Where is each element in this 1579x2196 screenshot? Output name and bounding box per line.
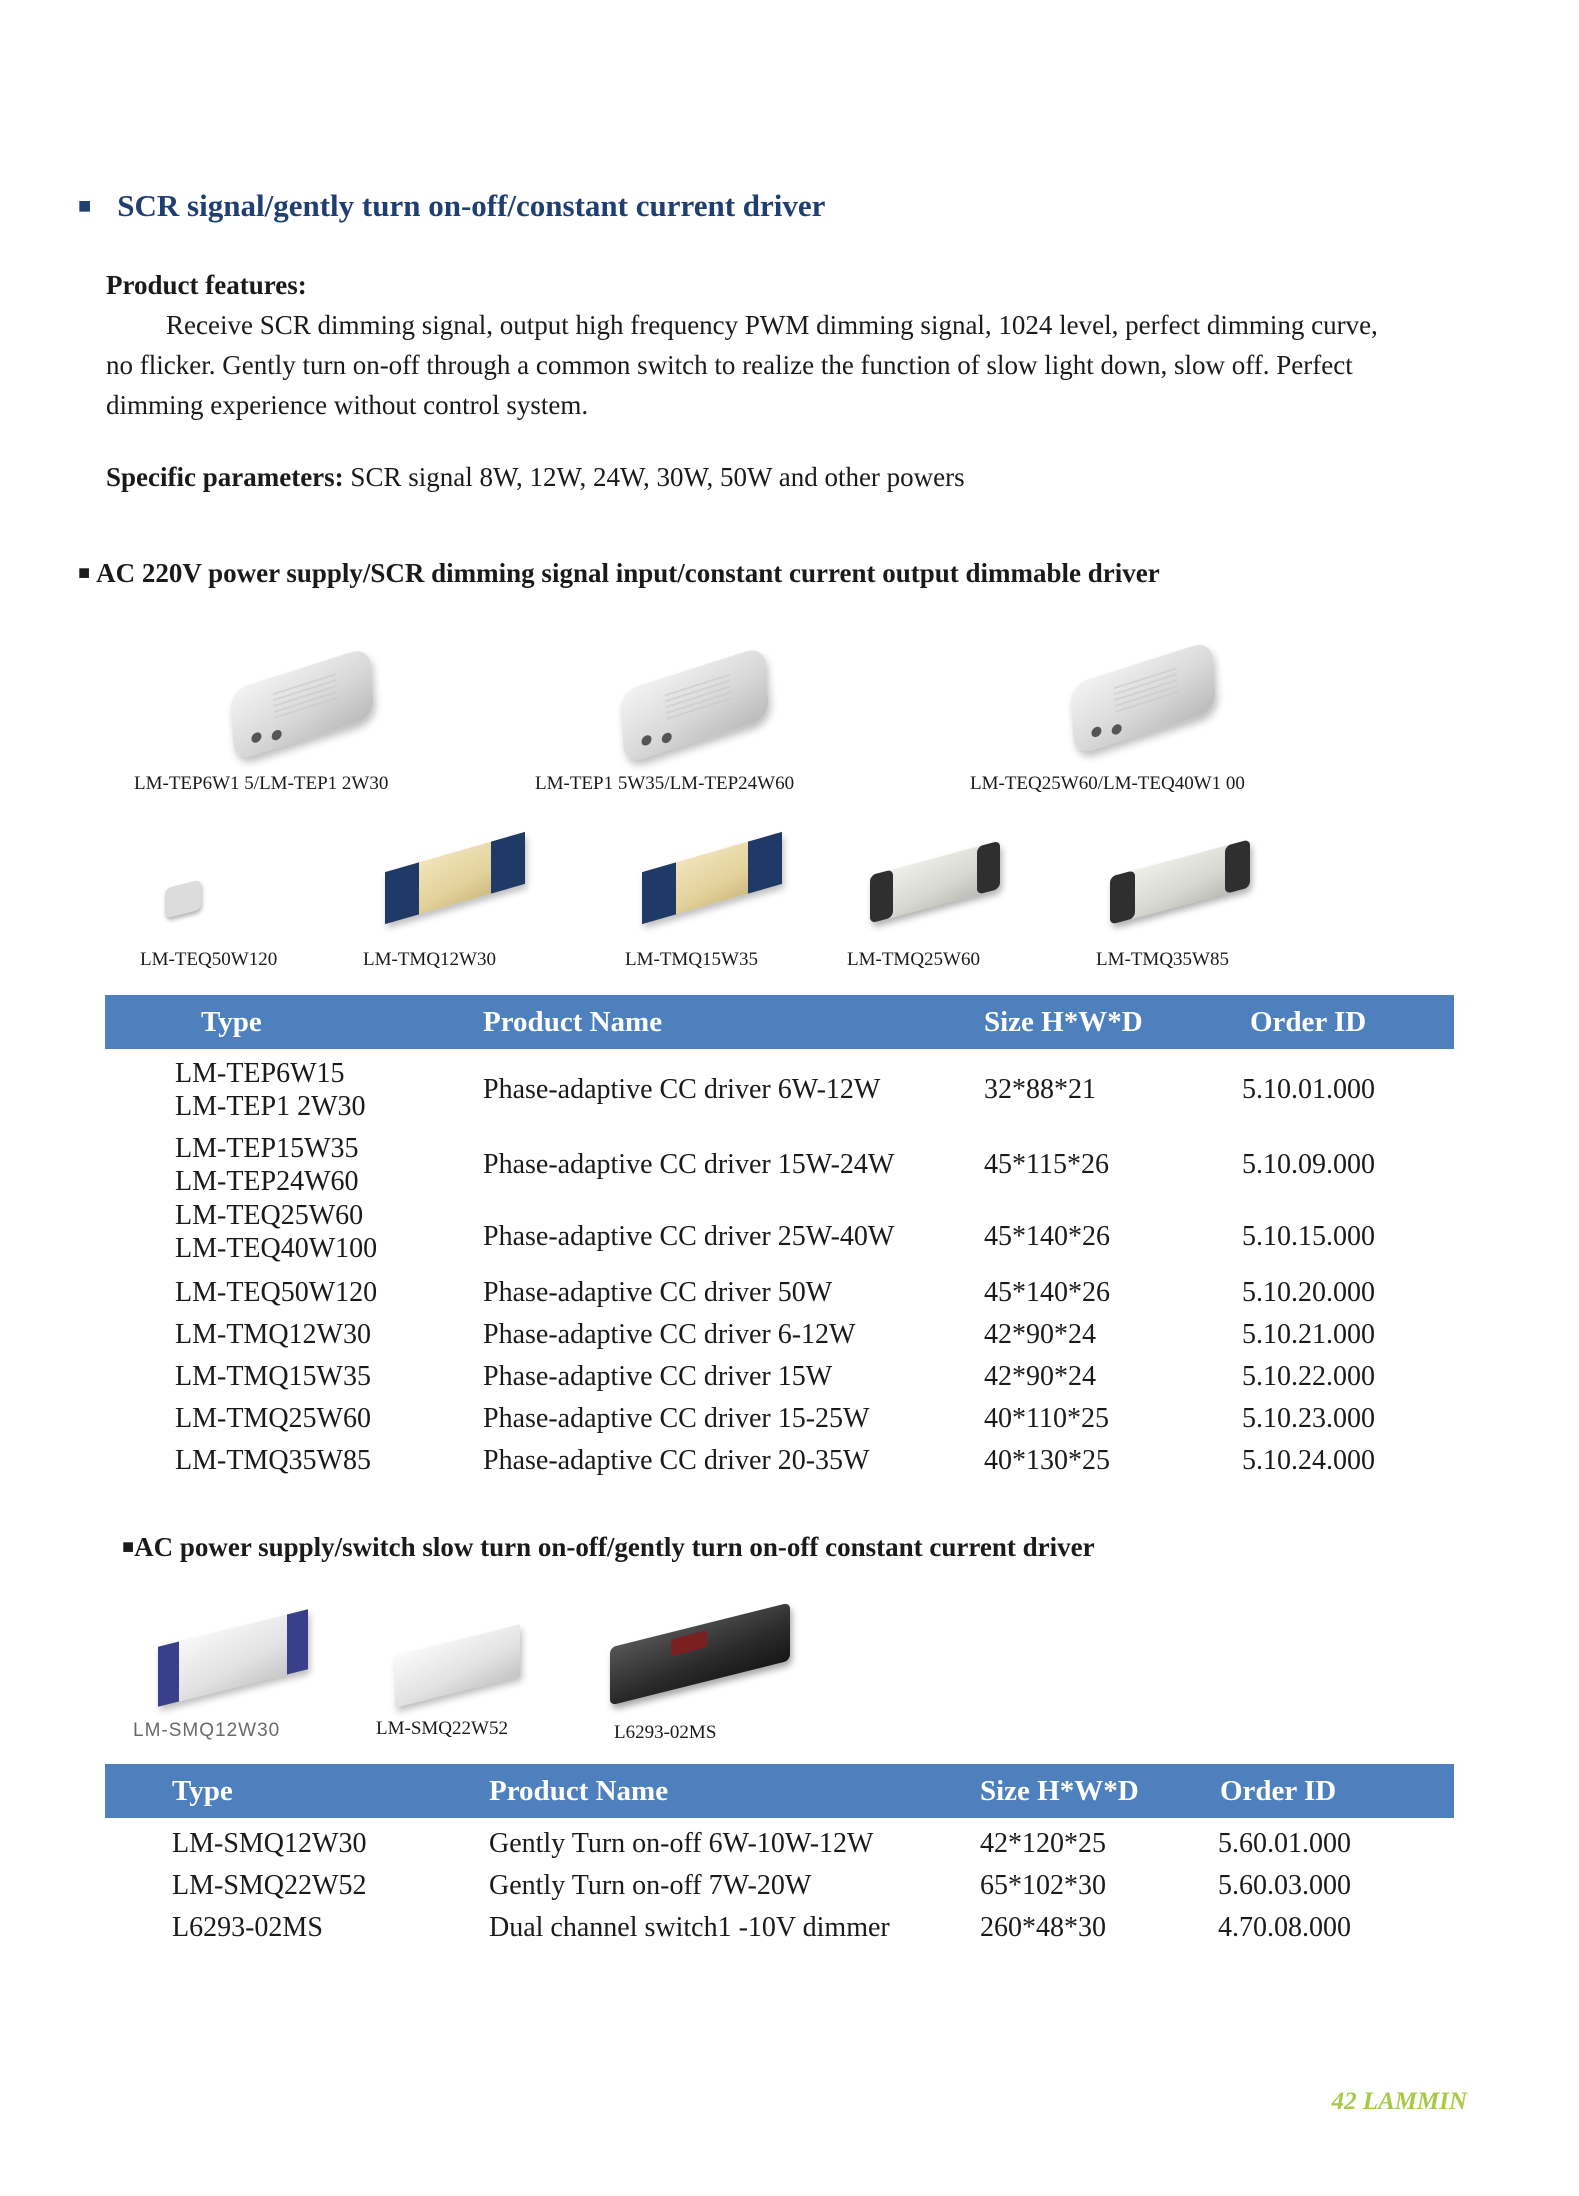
table-cell-order-id: 5.10.20.000: [1242, 1277, 1375, 1308]
product-label: LM-TMQ12W30: [363, 949, 496, 970]
spec-text: SCR signal 8W, 12W, 24W, 30W, 50W and other powers: [343, 462, 965, 492]
table-cell-size: 42*120*25: [980, 1828, 1106, 1859]
table-cell-order-id: 5.10.21.000: [1242, 1319, 1375, 1350]
table-cell-type: LM-TEQ40W100: [175, 1233, 378, 1264]
table-cell-order-id: 5.10.01.000: [1242, 1074, 1375, 1105]
table-cell-order-id: 4.70.08.000: [1218, 1912, 1351, 1943]
product-image-l6293: [610, 1603, 790, 1706]
square-bullet-icon: ■: [78, 193, 92, 218]
product-label: LM-TMQ15W35: [625, 949, 758, 970]
table-cell-name: Phase-adaptive CC driver 6W-12W: [483, 1074, 881, 1105]
section-title-gently-turn: [122, 1532, 1095, 1563]
features-text: Receive SCR dimming signal, output high frequency PWM dimming signal, 1024 level, perfect dimming curve, no flicker. Gently turn on-off through a common switch to realize the function of slow light down, slow off. Perfect dimming experience without control system.: [106, 310, 1378, 420]
product-image-teq25w60: [1070, 640, 1217, 756]
table-cell-size: 260*48*30: [980, 1912, 1106, 1943]
col-header-product-name: Product Name: [489, 1775, 669, 1807]
product-label: LM-TMQ35W85: [1096, 949, 1229, 970]
table-cell-order-id: 5.60.03.000: [1218, 1870, 1351, 1901]
table-cell-size: 32*88*21: [984, 1074, 1096, 1105]
table-cell-name: Phase-adaptive CC driver 15W-24W: [483, 1149, 895, 1180]
table-header-gently: [105, 1764, 1454, 1818]
product-image-teq50w120: [165, 880, 201, 919]
product-image-smq12w30: [158, 1609, 308, 1706]
table-cell-name: Dual channel switch1 -10V dimmer: [489, 1912, 890, 1943]
table-cell-type: LM-TMQ25W60: [175, 1403, 371, 1434]
product-label: LM-TEQ50W120: [140, 949, 278, 970]
section-title-text: SCR signal/gently turn on-off/constant current driver: [117, 188, 826, 223]
col-header-size: Size H*W*D: [984, 1006, 1143, 1038]
product-label: LM-SMQ22W52: [376, 1718, 508, 1739]
section-title-text: AC power supply/switch slow turn on-off/gently turn on-off constant current driver: [134, 1532, 1095, 1562]
table-cell-type: LM-TEP1 2W30: [175, 1091, 366, 1122]
table-cell-order-id: 5.10.22.000: [1242, 1361, 1375, 1392]
table-cell-name: Phase-adaptive CC driver 20-35W: [483, 1445, 870, 1476]
table-cell-name: Phase-adaptive CC driver 15W: [483, 1361, 833, 1392]
col-header-size: Size H*W*D: [980, 1775, 1139, 1807]
section-title-ac220v: [78, 558, 1160, 589]
table-cell-type: LM-TMQ12W30: [175, 1319, 371, 1350]
product-image-tep15w35: [620, 646, 770, 765]
table-cell-name: Phase-adaptive CC driver 15-25W: [483, 1403, 870, 1434]
table-cell-type: LM-TEP6W15: [175, 1058, 345, 1089]
product-image-smq22w52: [395, 1624, 520, 1707]
spec-label: Specific parameters:: [106, 462, 344, 492]
table-cell-type: L6293-02MS: [172, 1912, 323, 1943]
product-label: LM-TEP1 5W35/LM-TEP24W60: [535, 773, 795, 794]
table-cell-name: Gently Turn on-off 6W-10W-12W: [489, 1828, 874, 1859]
table-cell-size: 65*102*30: [980, 1870, 1106, 1901]
table-cell-type: LM-TEQ50W120: [175, 1277, 378, 1308]
square-bullet-icon: ■: [78, 562, 91, 584]
col-header-order-id: Order ID: [1250, 1006, 1367, 1038]
product-label: LM-TMQ25W60: [847, 949, 980, 970]
features-paragraph: [106, 305, 1406, 425]
col-header-type: Type: [172, 1775, 233, 1807]
table-cell-order-id: 5.10.15.000: [1242, 1221, 1375, 1252]
specific-parameters: [106, 462, 965, 493]
table-cell-type: LM-TEP15W35: [175, 1133, 359, 1164]
table-cell-type: LM-SMQ12W30: [172, 1828, 367, 1859]
product-image-tep6w15: [230, 646, 375, 761]
section-title-text: AC 220V power supply/SCR dimming signal input/constant current output dimmable driver: [96, 558, 1160, 588]
table-cell-name: Gently Turn on-off 7W-20W: [489, 1870, 812, 1901]
table-cell-type: LM-TEP24W60: [175, 1166, 359, 1197]
table-cell-order-id: 5.10.23.000: [1242, 1403, 1375, 1434]
table-cell-size: 45*140*26: [984, 1277, 1110, 1308]
table-cell-size: 40*130*25: [984, 1445, 1110, 1476]
page-footer: 42 LAMMIN: [1331, 2088, 1467, 2115]
table-cell-order-id: 5.10.24.000: [1242, 1445, 1375, 1476]
table-cell-type: LM-TEQ25W60: [175, 1200, 364, 1231]
table-cell-size: 42*90*24: [984, 1361, 1096, 1392]
product-label: L6293-02MS: [614, 1722, 717, 1743]
col-header-product-name: Product Name: [483, 1006, 663, 1038]
product-image-tmq35w85: [1110, 839, 1250, 925]
col-header-order-id: Order ID: [1220, 1775, 1337, 1807]
features-heading: Product features:: [106, 270, 307, 300]
col-header-type: Type: [201, 1006, 262, 1038]
table-cell-size: 45*115*26: [984, 1149, 1109, 1180]
table-cell-type: LM-SMQ22W52: [172, 1870, 367, 1901]
table-cell-type: LM-TMQ15W35: [175, 1361, 371, 1392]
table-cell-size: 42*90*24: [984, 1319, 1096, 1350]
product-label: LM-SMQ12W30: [133, 1720, 281, 1741]
product-image-tmq25w60: [870, 841, 1000, 924]
table-cell-name: Phase-adaptive CC driver 6-12W: [483, 1319, 856, 1350]
product-image-tmq15w35: [642, 832, 782, 924]
square-bullet-icon: ■: [122, 1536, 135, 1558]
table-cell-size: 40*110*25: [984, 1403, 1109, 1434]
product-label: LM-TEQ25W60/LM-TEQ40W1 00: [970, 773, 1245, 794]
table-cell-type: LM-TMQ35W85: [175, 1445, 371, 1476]
product-label: LM-TEP6W1 5/LM-TEP1 2W30: [134, 773, 389, 794]
table-cell-name: Phase-adaptive CC driver 50W: [483, 1277, 833, 1308]
table-header-scr: [105, 995, 1454, 1049]
table-cell-order-id: 5.10.09.000: [1242, 1149, 1375, 1180]
section-title-scr: [78, 188, 825, 224]
table-cell-order-id: 5.60.01.000: [1218, 1828, 1351, 1859]
table-cell-name: Phase-adaptive CC driver 25W-40W: [483, 1221, 895, 1252]
table-cell-size: 45*140*26: [984, 1221, 1110, 1252]
product-image-tmq12w30: [385, 832, 525, 924]
